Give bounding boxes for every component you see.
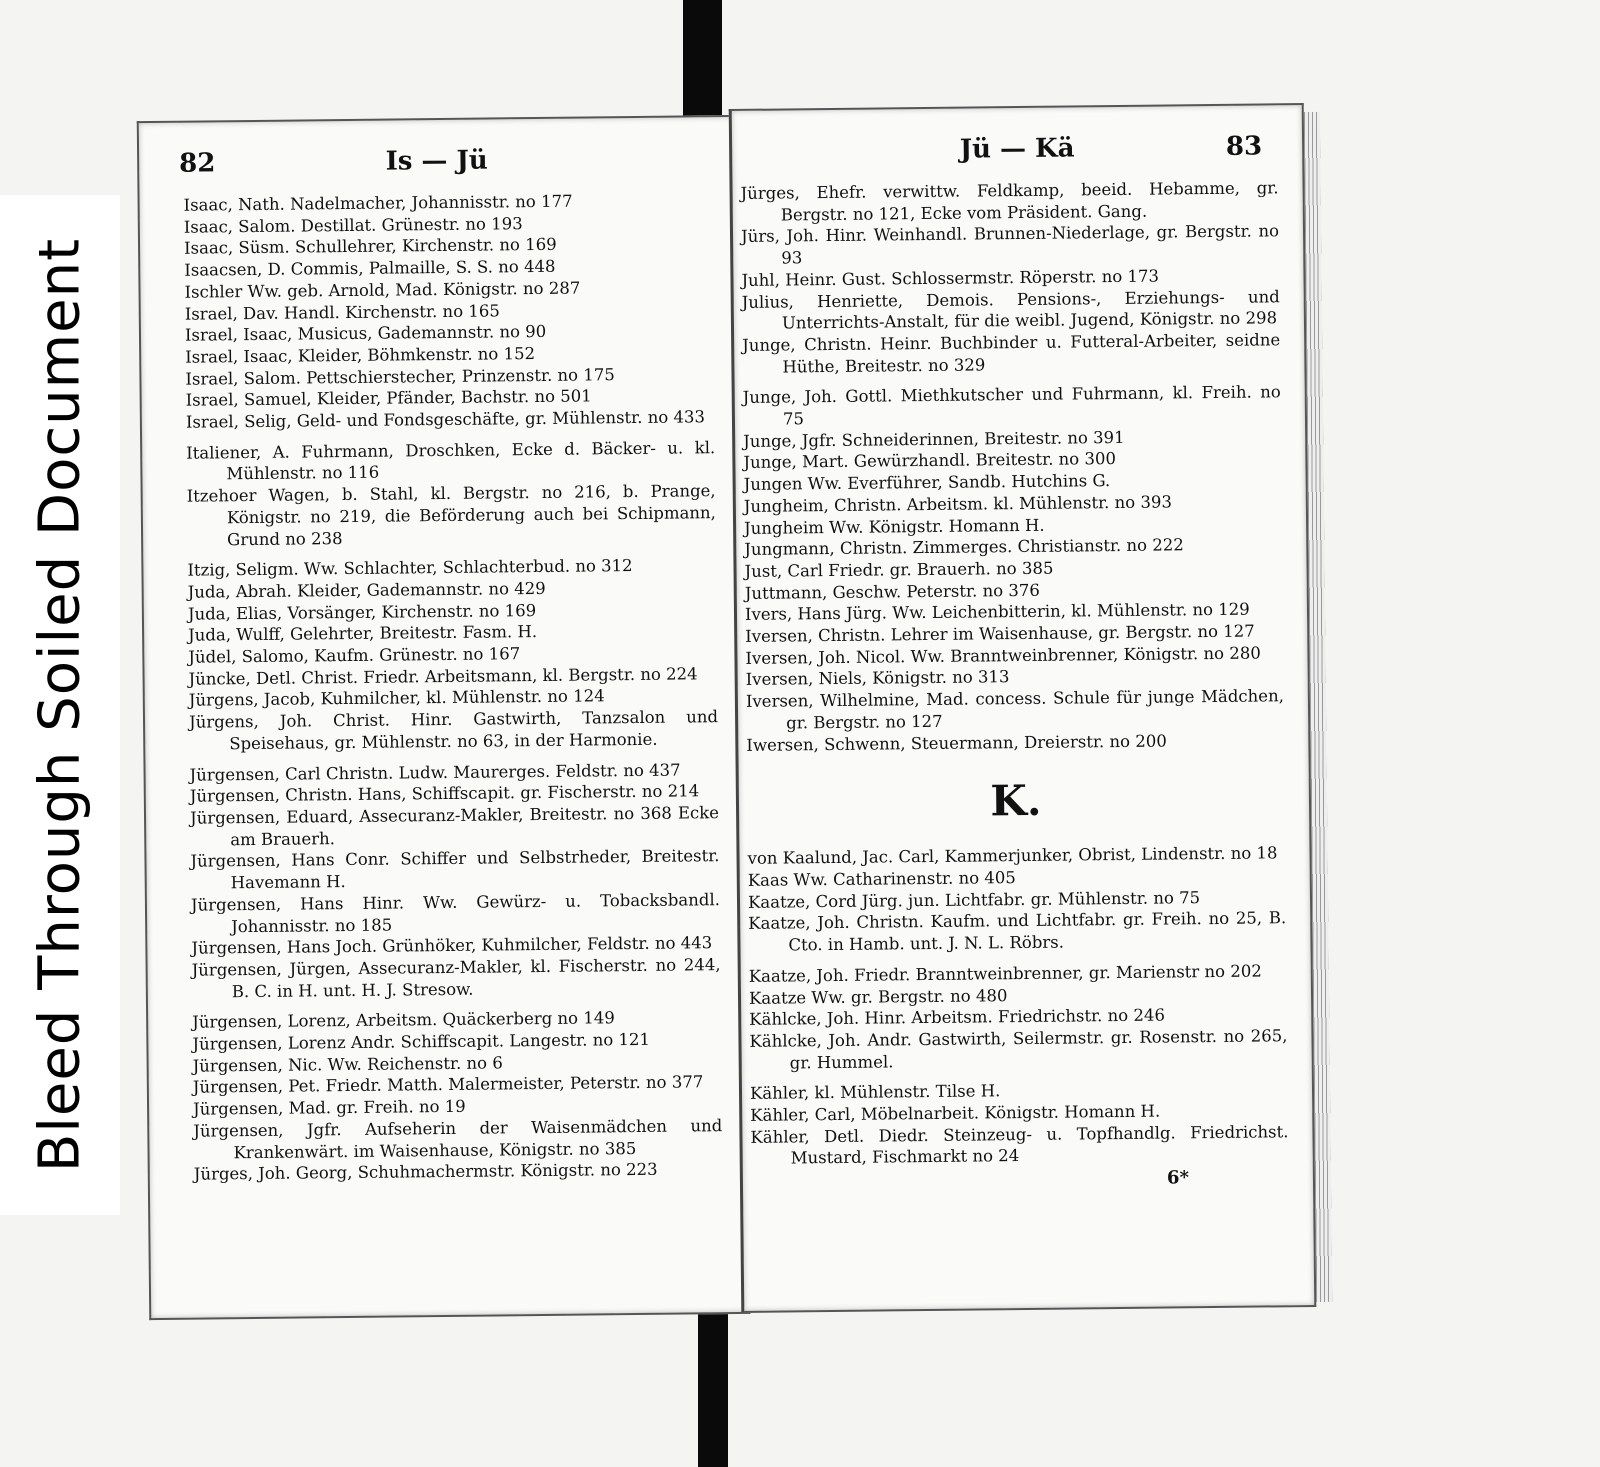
directory-entry: Jürgensen, Carl Christn. Ludw. Maurerges. Feldstr. no 437 — [189, 760, 681, 785]
directory-entry: Iversen, Christn. Lehrer im Waisenhause, gr. Bergstr. no 127 — [745, 621, 1255, 646]
directory-entry: von Kaalund, Jac. Carl, Kammerjunker, Obrist, Lindenstr. no 18 — [747, 843, 1278, 869]
directory-entry: Jürgensen, Lorenz, Arbeitsm. Quäckerberg no 149 — [192, 1008, 615, 1032]
directory-entry: Jürgens, Joh. Christ. Hinr. Gastwirth, Tanzsalon und Speisehaus, gr. Mühlenstr. no 63, in der Harmonie. — [188, 707, 719, 754]
directory-entry: Kaas Ww. Catharinenstr. no 405 — [747, 868, 1016, 890]
directory-entry: Kaatze Ww. gr. Bergstr. no 480 — [748, 985, 1008, 1008]
right-page-header — [772, 131, 1262, 176]
entries-after-section — [747, 843, 1288, 1170]
directory-entry: Kählcke, Joh. Hinr. Arbeitsm. Friedrichstr. no 246 — [749, 1005, 1165, 1030]
directory-entry: Israel, Dav. Handl. Kirchenstr. no 165 — [184, 300, 500, 324]
directory-entry: Jürgensen, Jürgen, Assecuranz-Makler, kl. Fischerstr. no 244, B. C. in H. unt. H. J. Stresow. — [191, 955, 721, 1001]
left-page-header — [179, 143, 694, 188]
directory-entry: Israel, Isaac, Musicus, Gademannstr. no 90 — [184, 322, 547, 345]
directory-entry: Kaatze, Joh. Friedr. Branntweinbrenner, gr. Marienstr no 202 — [748, 961, 1262, 986]
directory-entry: Kaatze, Joh. Christn. Kaufm. und Lichtfabr. gr. Freih. no 25, B. Cto. in Hamb. unt. J. N. L. Röbrs. — [748, 908, 1287, 955]
directory-entry: Itzig, Seligm. Ww. Schlachter, Schlachterbud. no 312 — [187, 556, 633, 580]
directory-entry: Juda, Abrah. Kleider, Gademannstr. no 429 — [187, 578, 546, 602]
directory-entry: Israel, Samuel, Kleider, Pfänder, Bachstr. no 501 — [185, 386, 592, 411]
directory-entry: Kaatze, Cord Jürg. jun. Lichtfabr. gr. Mühlenstr. no 75 — [747, 887, 1201, 912]
directory-entry: Jüdel, Salomo, Kaufm. Grünestr. no 167 — [188, 644, 521, 667]
directory-entry: Isaac, Süsm. Schullehrer, Kirchenstr. no 169 — [183, 235, 557, 259]
directory-entry: Jungheim, Christn. Arbeitsm. kl. Mühlenstr. no 393 — [743, 492, 1173, 516]
directory-entry: Kähler, Detl. Diedr. Steinzeug- u. Topfhandlg. Friedrichst. Mustard, Fischmarkt no 24 — [750, 1121, 1289, 1168]
directory-entry: Juda, Wulff, Gelehrter, Breitestr. Fasm. H. — [188, 622, 538, 646]
spine-shadow-top — [683, 0, 722, 122]
directory-entry: Isaac, Salom. Destillat. Grünestr. no 193 — [183, 213, 523, 237]
directory-entry: Italiener, A. Fuhrmann, Droschken, Ecke d. Bäcker- u. kl. Mühlenstr. no 116 — [186, 437, 716, 484]
directory-entry: Jürgensen, Nic. Ww. Reichenstr. no 6 — [192, 1053, 503, 1076]
directory-entry: Jüncke, Detl. Christ. Friedr. Arbeitsmann, kl. Bergstr. no 224 — [188, 664, 698, 689]
directory-entry: Iversen, Joh. Nicol. Ww. Branntweinbrenner, Königstr. no 280 — [745, 643, 1261, 668]
directory-entry: Julius, Henriette, Demois. Pensions-, Erziehungs- und Unterrichts-Anstalt, für die weibl. Jugend, Königstr. no 298 — [741, 286, 1280, 333]
directory-entry: Kähler, Carl, Möbelnarbeit. Königstr. Homann H. — [750, 1101, 1161, 1125]
directory-entry: Juhl, Heinr. Gust. Schlossermstr. Röperstr. no 173 — [741, 266, 1160, 290]
directory-entry: Ivers, Hans Jürg. Ww. Leichenbitterin, kl. Mühlenstr. no 129 — [744, 599, 1250, 625]
directory-entry: Jürgensen, Hans Hinr. Ww. Gewürz- u. Tobacksbandl. Johannisstr. no 185 — [190, 889, 721, 936]
directory-entry: Jürgensen, Lorenz Andr. Schiffscapit. Langestr. no 121 — [192, 1029, 651, 1054]
directory-entry: Jürgensen, Hans Joch. Grünhöker, Kuhmilcher, Feldstr. no 443 — [191, 933, 713, 958]
running-head: Is — Jü — [385, 145, 488, 177]
directory-entry: Jürgensen, Mad. gr. Freih. no 19 — [192, 1096, 466, 1119]
directory-entry: Israel, Selig, Geld- und Fondsgeschäfte, gr. Mühlenstr. no 433 — [185, 407, 706, 432]
spine-shadow-bottom — [698, 1308, 728, 1467]
page-number: 82 — [179, 148, 216, 179]
directory-entry: Jürges, Joh. Georg, Schuhmachermstr. Königstr. no 223 — [193, 1160, 658, 1184]
section-letter: K. — [990, 776, 1042, 826]
directory-entry: Jürgensen, Pet. Friedr. Matth. Malermeister, Peterstr. no 377 — [192, 1072, 704, 1098]
directory-entry: Iwersen, Schwenn, Steuermann, Dreierstr. no 200 — [746, 731, 1167, 755]
page-number: 83 — [1225, 131, 1263, 162]
directory-entry: Jürgensen, Christn. Hans, Schiffscapit. gr. Fischerstr. no 214 — [189, 781, 700, 806]
right-page — [729, 103, 1317, 1313]
directory-entry: Isaac, Nath. Nadelmacher, Johannisstr. no 177 — [183, 191, 573, 215]
directory-entry: Junge, Mart. Gewürzhandl. Breitestr. no 300 — [743, 449, 1117, 473]
directory-entry: Iversen, Niels, Königstr. no 313 — [745, 667, 1010, 690]
directory-entry: Kähler, kl. Mühlenstr. Tilse H. — [749, 1081, 1001, 1104]
directory-entry: Juda, Elias, Vorsänger, Kirchenstr. no 169 — [187, 600, 537, 624]
right-entries-list — [740, 177, 1289, 1193]
directory-entry: Jürs, Joh. Hinr. Weinhandl. Brunnen-Niederlage, gr. Bergstr. no 93 — [740, 221, 1280, 268]
running-head: Jü — Kä — [959, 133, 1075, 165]
directory-entry: Jürgensen, Jgfr. Aufseherin der Waisenmädchen und Krankenwärt. im Waisenhause, Königstr. no 385 — [193, 1115, 723, 1162]
left-entries-list — [184, 189, 723, 1185]
directory-entry: Junge, Jgfr. Schneiderinnen, Breitestr. no 391 — [743, 427, 1125, 451]
directory-entry: Jungmann, Christn. Zimmerges. Christianstr. no 222 — [744, 535, 1184, 560]
directory-entry: Itzehoer Wagen, b. Stahl, kl. Bergstr. no 216, b. Prange, Königstr. no 219, die Beförderung auch bei Schipmann, Grund no 238 — [186, 481, 716, 549]
entries-before-section — [740, 177, 1284, 756]
directory-entry: Juttmann, Geschw. Peterstr. no 376 — [744, 580, 1040, 603]
side-label-text: Bleed Through Soiled Document — [27, 237, 93, 1173]
directory-entry: Ischler Ww. geb. Arnold, Mad. Königstr. no 287 — [184, 278, 581, 302]
directory-entry: Jungheim Ww. Königstr. Homann H. — [743, 515, 1045, 538]
directory-entry: Jungen Ww. Everführer, Sandb. Hutchins G. — [743, 471, 1111, 495]
side-label-strip — [0, 195, 120, 1215]
directory-entry: Kählcke, Joh. Andr. Gastwirth, Seilermstr. gr. Rosenstr. no 265, gr. Hummel. — [749, 1026, 1288, 1073]
directory-entry: Jürgensen, Hans Conr. Schiffer und Selbstrheder, Breitestr. Havemann H. — [190, 846, 720, 893]
directory-entry: Jürges, Ehefr. verwittw. Feldkamp, beeid. Hebamme, gr. Bergstr. no 121, Ecke vom Präsident. Gang. — [740, 178, 1279, 225]
directory-entry: Iversen, Wilhelmine, Mad. concess. Schule für junge Mädchen, gr. Bergstr. no 127 — [745, 686, 1284, 733]
directory-entry: Isaacsen, D. Commis, Palmaille, S. S. no 448 — [184, 256, 556, 280]
left-page — [137, 115, 751, 1320]
directory-entry: Israel, Isaac, Kleider, Böhmkenstr. no 152 — [185, 343, 536, 367]
directory-entry: Jürgens, Jacob, Kuhmilcher, kl. Mühlenstr. no 124 — [188, 686, 605, 711]
directory-entry: Junge, Joh. Gottl. Miethkutscher und Fuhrmann, kl. Freih. no 75 — [742, 382, 1281, 429]
signature-mark: 6* — [1166, 1167, 1190, 1189]
directory-entry: Junge, Christn. Heinr. Buchbinder u. Futteral-Arbeiter, seidne Hüthe, Breitestr. no 329 — [742, 330, 1281, 377]
directory-entry: Israel, Salom. Pettschierstecher, Prinzenstr. no 175 — [185, 364, 615, 389]
directory-entry: Jürgensen, Eduard, Assecuranz-Makler, Breitestr. no 368 Ecke am Brauerh. — [189, 803, 720, 849]
directory-entry: Just, Carl Friedr. gr. Brauerh. no 385 — [744, 558, 1054, 581]
